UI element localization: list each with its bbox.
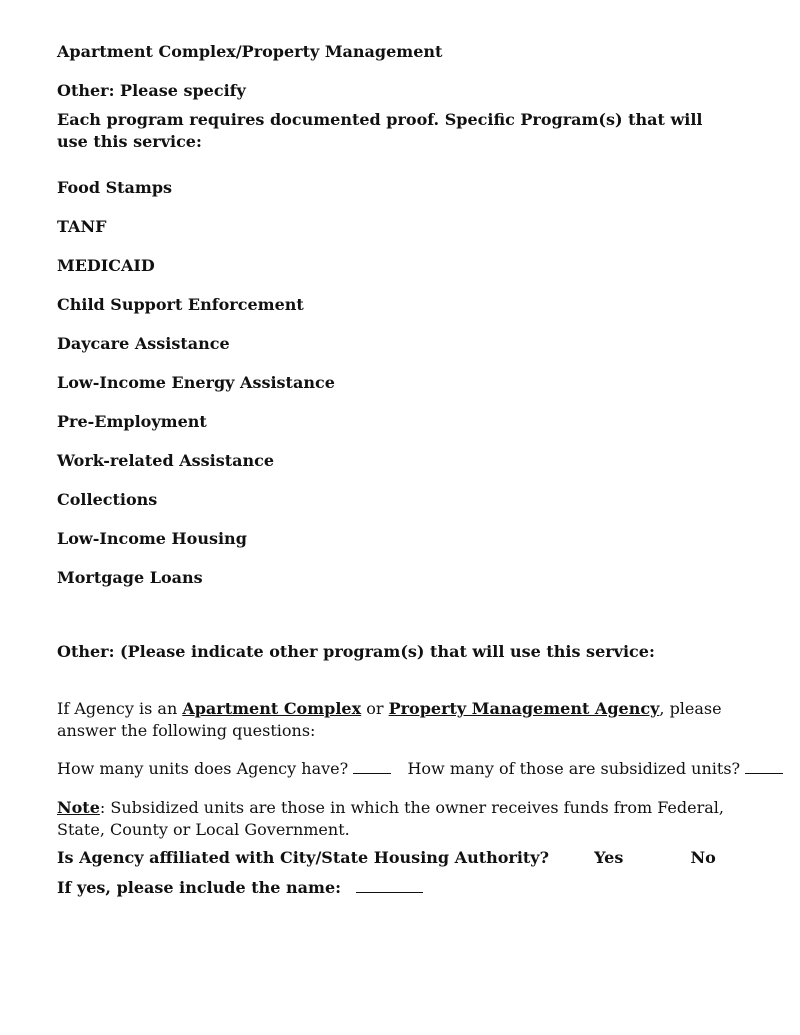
affiliated-question: Is Agency affiliated with City/State Housing Authority? bbox=[57, 848, 549, 867]
program-item: Child Support Enforcement bbox=[57, 295, 304, 314]
subsidized-question: How many of those are subsidized units? bbox=[407, 759, 741, 778]
programs-intro: Each program requires documented proof. Specific Program(s) that will use this service: bbox=[57, 110, 703, 151]
apartment-intro bbox=[57, 698, 737, 742]
note-label: Note bbox=[57, 798, 100, 817]
intro-text-end: , please answer the following questions: bbox=[57, 699, 722, 740]
note-paragraph bbox=[57, 797, 737, 841]
intro-text-start: If Agency is an bbox=[57, 699, 183, 718]
program-item: TANF bbox=[57, 217, 107, 236]
intro-or: or bbox=[361, 699, 389, 718]
units-question: How many units does Agency have? bbox=[57, 759, 349, 778]
program-item: Low-Income Housing bbox=[57, 529, 247, 548]
apartment-complex-emphasis: Apartment Complex bbox=[182, 699, 362, 718]
no-option[interactable]: No bbox=[690, 848, 716, 867]
program-item: Collections bbox=[57, 490, 158, 509]
other-programs-label: Other: (Please indicate other program(s) that will use this service: bbox=[57, 642, 655, 661]
program-item: Pre-Employment bbox=[57, 412, 207, 431]
units-question-row bbox=[57, 758, 783, 780]
subsidized-blank[interactable] bbox=[745, 759, 783, 774]
program-item: MEDICAID bbox=[57, 256, 155, 275]
yes-option[interactable]: Yes bbox=[594, 848, 624, 867]
apartment-heading: Apartment Complex/Property Management bbox=[57, 42, 443, 61]
property-management-emphasis: Property Management Agency bbox=[388, 699, 660, 718]
program-item: Work-related Assistance bbox=[57, 451, 275, 470]
name-row bbox=[57, 877, 423, 899]
other-specify-label: Other: Please specify bbox=[57, 81, 246, 100]
program-item: Low-Income Energy Assistance bbox=[57, 373, 335, 392]
note-text: : Subsidized units are those in which the owner receives funds from Federal, State, County or Local Government. bbox=[57, 798, 724, 839]
units-blank[interactable] bbox=[353, 759, 391, 774]
affiliated-row bbox=[57, 847, 716, 869]
name-blank[interactable] bbox=[356, 878, 423, 893]
name-question: If yes, please include the name: bbox=[57, 878, 342, 897]
program-item: Daycare Assistance bbox=[57, 334, 230, 353]
program-item: Mortgage Loans bbox=[57, 568, 203, 587]
program-item: Food Stamps bbox=[57, 178, 173, 197]
